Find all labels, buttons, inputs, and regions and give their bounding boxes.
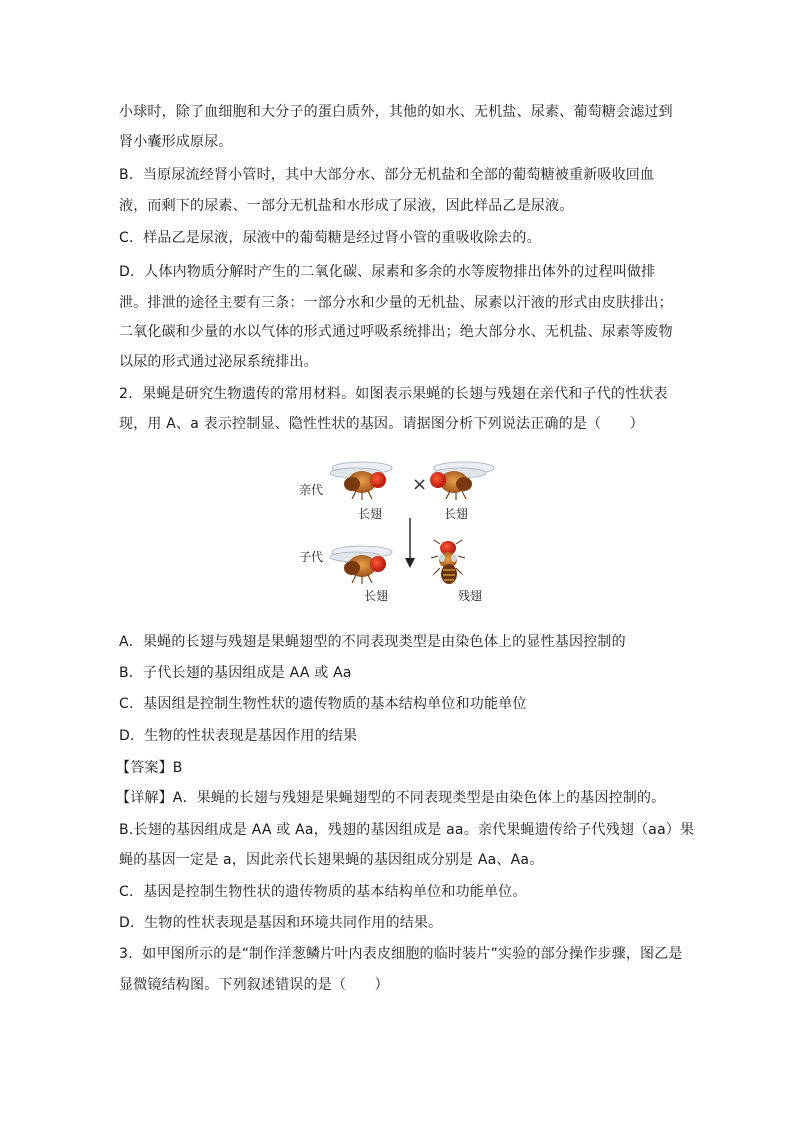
option-b: B．子代长翅的基因组成是 AA 或 Aa [119, 665, 352, 681]
option-a: A．果蝇的长翅与残翅是果蝇翅型的不同表现类型是由染色体上的显性基因控制的 [119, 634, 626, 650]
parent-left-fly-icon [330, 462, 392, 500]
parent-left-caption: 长翅 [358, 507, 383, 521]
text-line: 二氧化碳和少量的水以气体的形式通过呼吸系统排出；绝大部分水、无机盐、尿素等废物 [119, 324, 673, 340]
text-line: B．当原尿流经肾小管时，其中大部分水、部分无机盐和全部的葡萄糖被重新吸收回血 [119, 167, 655, 183]
explanation-line: 【详解】A．果蝇的长翅与残翅是果蝇翅型的不同表现类型是由染色体上的基因控制的。 [116, 790, 666, 806]
parent-generation-label: 亲代 [299, 483, 324, 497]
fruit-fly-illustration [290, 452, 500, 612]
explanation-line: B.长翅的基因组成是 AA 或 Aa，残翅的基因组成是 aa。亲代果蝇遗传给子代残翅（aa）果 [119, 822, 695, 838]
text-line: D．人体内物质分解时产生的二氧化碳、尿素和多余的水等废物排出体外的过程叫做排 [119, 264, 656, 280]
question-2-stem: 2．果蝇是研究生物遗传的常用材料。如图表示果蝇的长翅与残翅在亲代和子代的性状表 [119, 386, 668, 402]
question-3-stem: 3．如甲图所示的是“制作洋葱鳞片叶内表皮细胞的临时装片”实验的部分操作步骤，图乙是 [119, 946, 683, 962]
question-3-stem: 显微镜结构图。下列叙述错误的是（ ） [119, 977, 389, 993]
text-line: 以尿的形式通过泌尿系统排出。 [119, 354, 318, 370]
answer-line: 【答案】B [116, 760, 183, 776]
child-right-fly-vestigial-icon [431, 540, 465, 584]
arrow-down-icon [405, 518, 415, 568]
text-line: 液，而剩下的尿素、一部分无机盐和水形成了尿液，因此样品乙是尿液。 [119, 198, 574, 214]
explanation-line: D．生物的性状表现是基因和环境共同作用的结果。 [119, 915, 443, 931]
explanation-line: C．基因是控制生物性状的遗传物质的基本结构单位和功能单位。 [119, 884, 527, 900]
option-d: D．生物的性状表现是基因作用的结果 [119, 728, 358, 744]
child-left-caption: 长翅 [364, 589, 389, 603]
question-2-stem: 现，用 A、a 表示控制显、隐性性状的基因。请据图分析下列说法正确的是（ ） [119, 416, 644, 432]
child-generation-label: 子代 [299, 550, 324, 564]
parent-right-caption: 长翅 [444, 507, 469, 521]
option-c: C．基因组是控制生物性状的遗传物质的基本结构单位和功能单位 [119, 696, 527, 712]
cross-symbol: × [412, 474, 428, 495]
text-line: C．样品乙是尿液，尿液中的葡萄糖是经过肾小管的重吸收除去的。 [119, 230, 541, 246]
text-line: 小球时，除了血细胞和大分子的蛋白质外，其他的如水、无机盐、尿素、葡萄糖会滤过到 [119, 104, 673, 120]
text-line: 泄。排泄的途径主要有三条：一部分水和少量的无机盐、尿素以汗液的形式由皮肤排出； [119, 295, 673, 311]
text-line: 肾小囊形成原尿。 [119, 134, 233, 150]
fruit-fly-cross-figure [290, 452, 500, 612]
child-right-caption: 残翅 [458, 589, 483, 603]
explanation-line: 蝇的基因一定是 a，因此亲代长翅果蝇的基因组成分别是 Aa、Aa。 [119, 852, 544, 868]
child-left-fly-icon [330, 546, 392, 584]
parent-right-fly-icon [430, 462, 494, 500]
